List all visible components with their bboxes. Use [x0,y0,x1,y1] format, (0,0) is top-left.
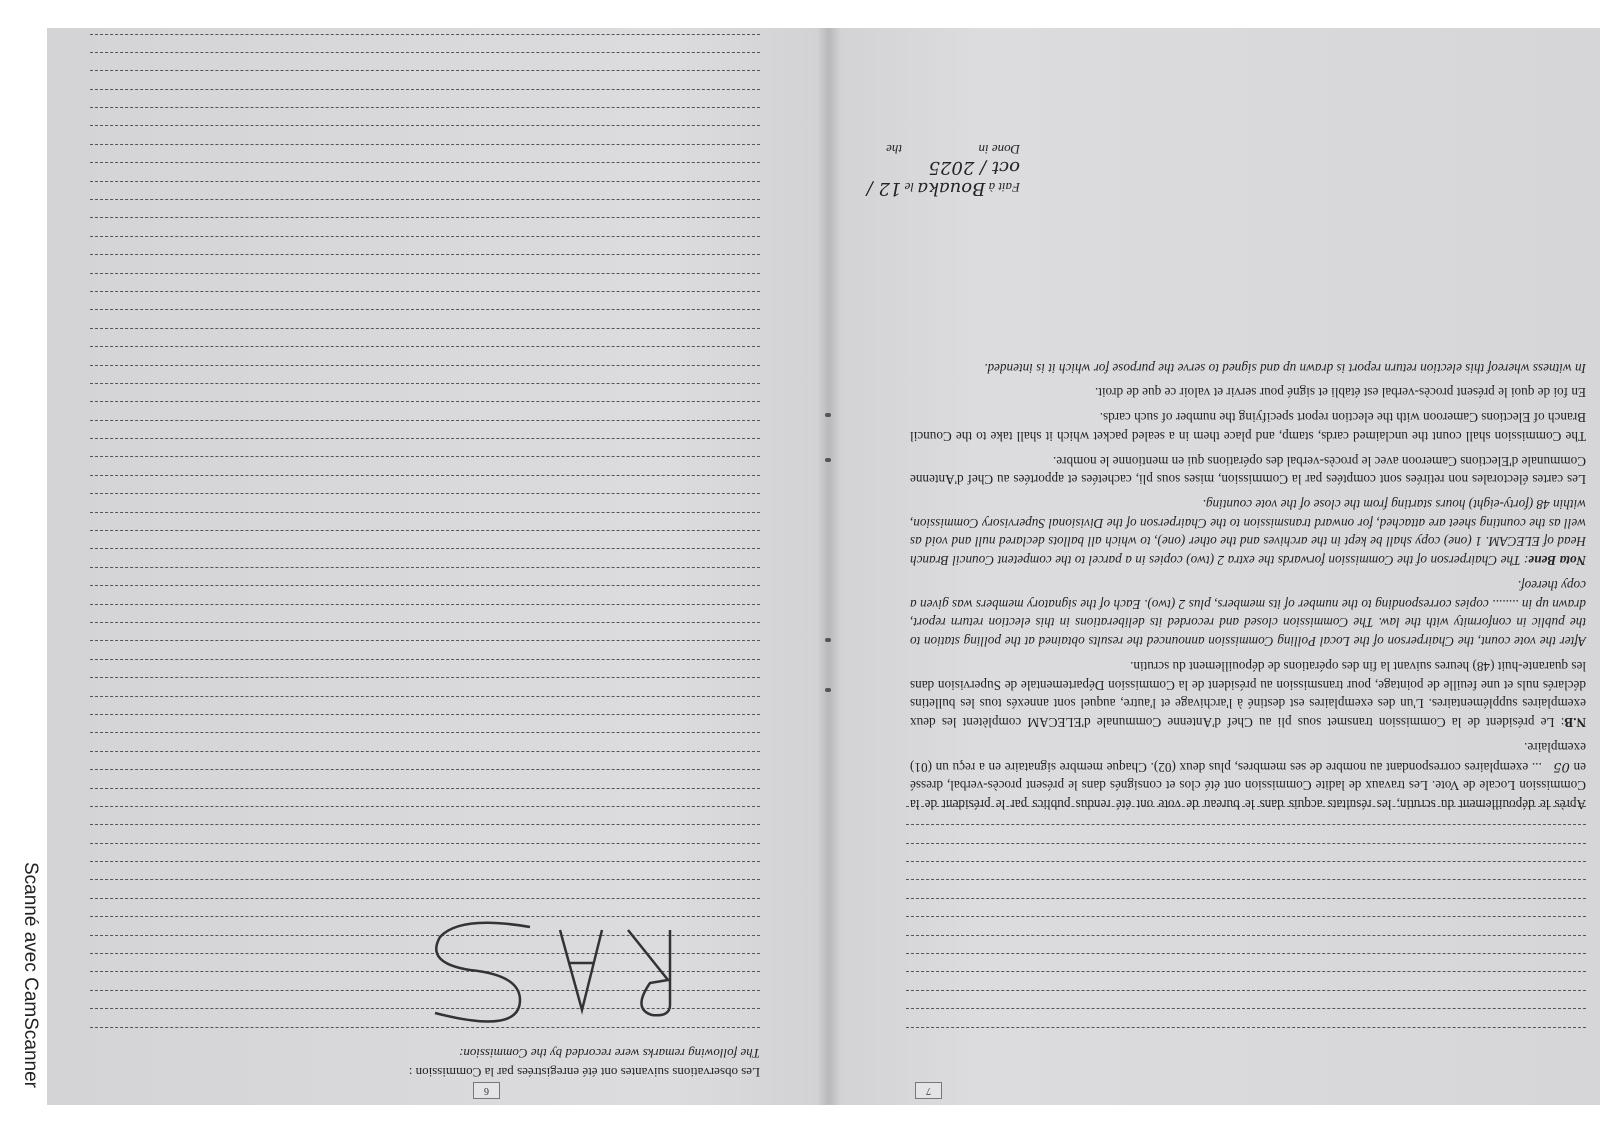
paragraph-en-1: After the vote count, the Chairperson of the Local Polling Commission announced the results obtained at the polling station to the public in conformity with the law. The Commission closed and recorded its deliberations in this election return report, drawn up in ........ copies corresponding to the number of its members, plus 2 (two). Each of the signatory members was given a copy thereof. [910,577,1586,650]
signature-place-date: Fait à Bouaka le 12 / oct / 2025 Done in the [866,142,1020,199]
body-text [910,352,1586,813]
observations-heading: Les observations suivantes ont été enregistrées par la Commission : The following remarks were recorded by the Commission: [408,1046,760,1080]
paragraph-en-2: The Commission shall count the unclaimed cards, stamp, and place them in a sealed packet which it shall take to the Council Branch of Elections Cameroon with the election report specifying the number of such cards. [910,410,1586,444]
handwritten-date: 12 / oct / 2025 [866,157,1020,199]
upside-down-spread [47,28,1600,1105]
dotted-lines-top [906,806,1586,1045]
page-number-7: 7 [915,1082,942,1099]
paragraph-nb-fr: N.B: Le président de la Commission transmet sous pli au Chef d'Antenne Communale d'ELECAM complètent les deux exemplaires supplémentaires. L'un des exemplaires est destiné à l'archivage et l'autre, auquel sont annexés tous les bulletins déclarés nuls et une feuille de pointage, pour transmission au président de la Commission Départementale de Supervision dans les quarante-huit (48) heures suivant la fin des opérations de dépouillement du scrutin. [910,658,1586,731]
remarks-dotted-lines [90,28,760,1045]
page-6 [80,28,800,1105]
paragraph-fr-3: En foi de quoi le présent procès-verbal est établi et signé pour servir et valoir ce que de droit. [1094,385,1586,401]
watermark-text: Scanné avec CamScanner [20,861,42,1089]
paragraph-fr-2: Les cartes électorales non retirées sont comptées par la Commission, mises sous pli, cachetées et apportées au Chef d'Antenne Communale d'Elections Cameroon avec le procès-verbal des opérations qui en mentionne le nombre. [910,453,1586,488]
paragraph-fr-1: Après le dépouillement du scrutin, les résultats acquis dans le bureau de vote ont été rendus publics par le président de la Commission Locale de Vote. Les travaux de ladite Commission ont été clos et consignés dans le présent procès-verbal, dressé en 05... exemplaires correspondant au nombre de ses membres, plus deux (02). Chaque membre signataire en a reçu un (01) exemplaire. [910,739,1586,812]
handwritten-ras-mark [420,915,680,1025]
page-7 [840,28,1600,1105]
handwritten-place: Bouaka [917,178,986,199]
paragraph-en-3: In witness whereof this election return report is drawn up and signed to serve the purpose for which it is intended. [984,360,1586,376]
paragraph-nota-bene: Nota Bene: The Chairperson of the Commission forwards the extra 2 (two) copies in a parcel to the competent Council Branch Head of ELECAM. 1 (one) copy shall be kept in the archives and the other (one), to which all ballots declared null and void as well as the counting sheet are attached, for onward transmission to the Chairperson of the Divisional Supervisory Commission, within 48 (forty-eight) hours starting from the close of the vote counting. [910,496,1586,569]
camscanner-watermark [8,850,52,1100]
handwritten-copies: 05 [1553,758,1570,774]
scanned-document [47,28,1600,1105]
page-number-6: 6 [473,1082,500,1099]
